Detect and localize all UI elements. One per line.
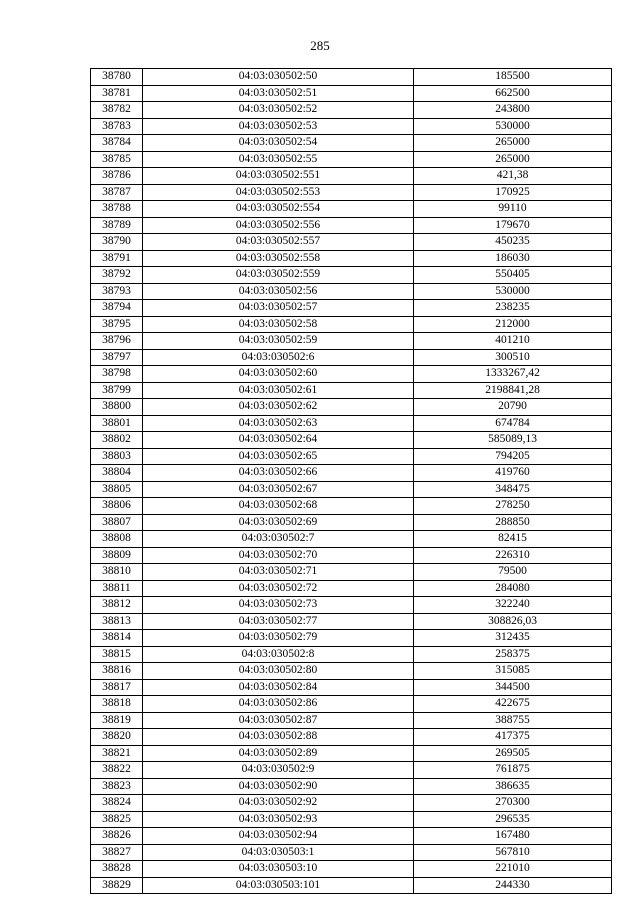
- row-number-cell: 38811: [91, 580, 143, 597]
- cadastral-number-cell: 04:03:030502:8: [143, 646, 414, 663]
- cadastral-number-cell: 04:03:030502:6: [143, 349, 414, 366]
- value-cell: 238235: [414, 300, 612, 317]
- table-row: [91, 448, 612, 465]
- cadastral-number-cell: 04:03:030502:61: [143, 382, 414, 399]
- cadastral-number-cell: 04:03:030502:50: [143, 69, 414, 86]
- row-number-cell: 38793: [91, 283, 143, 300]
- table-row: [91, 234, 612, 251]
- value-cell: 284080: [414, 580, 612, 597]
- row-number-cell: 38819: [91, 712, 143, 729]
- cadastral-number-cell: 04:03:030502:62: [143, 399, 414, 416]
- row-number-cell: 38785: [91, 151, 143, 168]
- table-row: [91, 498, 612, 515]
- value-cell: 270300: [414, 795, 612, 812]
- table-row: [91, 646, 612, 663]
- table-row: [91, 877, 612, 894]
- table-row: [91, 316, 612, 333]
- cadastral-number-cell: 04:03:030502:54: [143, 135, 414, 152]
- value-cell: 300510: [414, 349, 612, 366]
- table-row: [91, 85, 612, 102]
- cadastral-number-cell: 04:03:030502:67: [143, 481, 414, 498]
- row-number-cell: 38808: [91, 531, 143, 548]
- row-number-cell: 38799: [91, 382, 143, 399]
- value-cell: 2198841,28: [414, 382, 612, 399]
- value-cell: 674784: [414, 415, 612, 432]
- cadastral-number-cell: 04:03:030502:55: [143, 151, 414, 168]
- cadastral-number-cell: 04:03:030502:60: [143, 366, 414, 383]
- cadastral-number-cell: 04:03:030502:59: [143, 333, 414, 350]
- table-row: [91, 580, 612, 597]
- cadastral-number-cell: 04:03:030502:554: [143, 201, 414, 218]
- cadastral-number-cell: 04:03:030502:52: [143, 102, 414, 119]
- cadastral-number-cell: 04:03:030503:10: [143, 861, 414, 878]
- cadastral-number-cell: 04:03:030502:559: [143, 267, 414, 284]
- row-number-cell: 38817: [91, 679, 143, 696]
- table-row: [91, 217, 612, 234]
- value-cell: 567810: [414, 844, 612, 861]
- row-number-cell: 38802: [91, 432, 143, 449]
- table-row: [91, 481, 612, 498]
- cadastral-number-cell: 04:03:030502:89: [143, 745, 414, 762]
- table-row: [91, 679, 612, 696]
- cadastral-value-table: [90, 68, 612, 894]
- table-row: [91, 300, 612, 317]
- table-row: [91, 283, 612, 300]
- value-cell: 421,38: [414, 168, 612, 185]
- row-number-cell: 38800: [91, 399, 143, 416]
- value-cell: 761875: [414, 762, 612, 779]
- cadastral-number-cell: 04:03:030502:88: [143, 729, 414, 746]
- row-number-cell: 38784: [91, 135, 143, 152]
- row-number-cell: 38825: [91, 811, 143, 828]
- row-number-cell: 38809: [91, 547, 143, 564]
- table-row: [91, 514, 612, 531]
- table-row: [91, 663, 612, 680]
- table-row: [91, 597, 612, 614]
- cadastral-number-cell: 04:03:030502:92: [143, 795, 414, 812]
- row-number-cell: 38826: [91, 828, 143, 845]
- cadastral-number-cell: 04:03:030502:72: [143, 580, 414, 597]
- value-cell: 226310: [414, 547, 612, 564]
- row-number-cell: 38805: [91, 481, 143, 498]
- table-body: [91, 69, 612, 894]
- value-cell: 585089,13: [414, 432, 612, 449]
- cadastral-number-cell: 04:03:030502:53: [143, 118, 414, 135]
- value-cell: 179670: [414, 217, 612, 234]
- cadastral-number-cell: 04:03:030502:87: [143, 712, 414, 729]
- value-cell: 401210: [414, 333, 612, 350]
- value-cell: 288850: [414, 514, 612, 531]
- value-cell: 386635: [414, 778, 612, 795]
- cadastral-number-cell: 04:03:030502:58: [143, 316, 414, 333]
- row-number-cell: 38823: [91, 778, 143, 795]
- cadastral-number-cell: 04:03:030502:84: [143, 679, 414, 696]
- cadastral-number-cell: 04:03:030502:86: [143, 696, 414, 713]
- row-number-cell: 38814: [91, 630, 143, 647]
- row-number-cell: 38792: [91, 267, 143, 284]
- table-row: [91, 696, 612, 713]
- value-cell: 186030: [414, 250, 612, 267]
- cadastral-number-cell: 04:03:030503:101: [143, 877, 414, 894]
- row-number-cell: 38829: [91, 877, 143, 894]
- cadastral-number-cell: 04:03:030502:64: [143, 432, 414, 449]
- cadastral-number-cell: 04:03:030502:93: [143, 811, 414, 828]
- value-cell: 315085: [414, 663, 612, 680]
- table-row: [91, 844, 612, 861]
- cadastral-number-cell: 04:03:030502:7: [143, 531, 414, 548]
- table-row: [91, 745, 612, 762]
- table-row: [91, 267, 612, 284]
- row-number-cell: 38818: [91, 696, 143, 713]
- row-number-cell: 38787: [91, 184, 143, 201]
- table-row: [91, 333, 612, 350]
- value-cell: 388755: [414, 712, 612, 729]
- table-row: [91, 531, 612, 548]
- cadastral-number-cell: 04:03:030502:73: [143, 597, 414, 614]
- value-cell: 20790: [414, 399, 612, 416]
- table-row: [91, 729, 612, 746]
- table-row: [91, 118, 612, 135]
- value-cell: 278250: [414, 498, 612, 515]
- cadastral-number-cell: 04:03:030503:1: [143, 844, 414, 861]
- table-row: [91, 795, 612, 812]
- cadastral-number-cell: 04:03:030502:90: [143, 778, 414, 795]
- row-number-cell: 38788: [91, 201, 143, 218]
- cadastral-number-cell: 04:03:030502:51: [143, 85, 414, 102]
- value-cell: 1333267,42: [414, 366, 612, 383]
- row-number-cell: 38780: [91, 69, 143, 86]
- cadastral-number-cell: 04:03:030502:9: [143, 762, 414, 779]
- value-cell: 530000: [414, 283, 612, 300]
- table-row: [91, 762, 612, 779]
- cadastral-number-cell: 04:03:030502:69: [143, 514, 414, 531]
- page-number: 285: [310, 38, 330, 53]
- table-row: [91, 778, 612, 795]
- value-cell: 417375: [414, 729, 612, 746]
- row-number-cell: 38794: [91, 300, 143, 317]
- row-number-cell: 38816: [91, 663, 143, 680]
- table-row: [91, 366, 612, 383]
- table-row: [91, 828, 612, 845]
- cadastral-number-cell: 04:03:030502:79: [143, 630, 414, 647]
- value-cell: 296535: [414, 811, 612, 828]
- cadastral-number-cell: 04:03:030502:68: [143, 498, 414, 515]
- cadastral-number-cell: 04:03:030502:57: [143, 300, 414, 317]
- value-cell: 344500: [414, 679, 612, 696]
- cadastral-number-cell: 04:03:030502:556: [143, 217, 414, 234]
- table-row: [91, 69, 612, 86]
- value-cell: 348475: [414, 481, 612, 498]
- table-row: [91, 432, 612, 449]
- row-number-cell: 38783: [91, 118, 143, 135]
- row-number-cell: 38821: [91, 745, 143, 762]
- table-row: [91, 102, 612, 119]
- table-row: [91, 630, 612, 647]
- table-row: [91, 151, 612, 168]
- row-number-cell: 38798: [91, 366, 143, 383]
- value-cell: 79500: [414, 564, 612, 581]
- value-cell: 221010: [414, 861, 612, 878]
- value-cell: 265000: [414, 151, 612, 168]
- value-cell: 269505: [414, 745, 612, 762]
- value-cell: 308826,03: [414, 613, 612, 630]
- row-number-cell: 38806: [91, 498, 143, 515]
- row-number-cell: 38828: [91, 861, 143, 878]
- row-number-cell: 38781: [91, 85, 143, 102]
- row-number-cell: 38790: [91, 234, 143, 251]
- cadastral-number-cell: 04:03:030502:80: [143, 663, 414, 680]
- row-number-cell: 38789: [91, 217, 143, 234]
- row-number-cell: 38797: [91, 349, 143, 366]
- value-cell: 662500: [414, 85, 612, 102]
- value-cell: 450235: [414, 234, 612, 251]
- value-cell: 550405: [414, 267, 612, 284]
- value-cell: 82415: [414, 531, 612, 548]
- row-number-cell: 38807: [91, 514, 143, 531]
- cadastral-number-cell: 04:03:030502:71: [143, 564, 414, 581]
- table-row: [91, 184, 612, 201]
- value-cell: 212000: [414, 316, 612, 333]
- value-cell: 322240: [414, 597, 612, 614]
- table-row: [91, 547, 612, 564]
- row-number-cell: 38820: [91, 729, 143, 746]
- value-cell: 170925: [414, 184, 612, 201]
- cadastral-number-cell: 04:03:030502:56: [143, 283, 414, 300]
- cadastral-number-cell: 04:03:030502:553: [143, 184, 414, 201]
- cadastral-number-cell: 04:03:030502:551: [143, 168, 414, 185]
- row-number-cell: 38812: [91, 597, 143, 614]
- table-row: [91, 201, 612, 218]
- row-number-cell: 38822: [91, 762, 143, 779]
- cadastral-number-cell: 04:03:030502:558: [143, 250, 414, 267]
- row-number-cell: 38795: [91, 316, 143, 333]
- row-number-cell: 38804: [91, 465, 143, 482]
- table-row: [91, 135, 612, 152]
- value-cell: 419760: [414, 465, 612, 482]
- row-number-cell: 38824: [91, 795, 143, 812]
- value-cell: 258375: [414, 646, 612, 663]
- table-row: [91, 613, 612, 630]
- row-number-cell: 38801: [91, 415, 143, 432]
- cadastral-number-cell: 04:03:030502:66: [143, 465, 414, 482]
- row-number-cell: 38796: [91, 333, 143, 350]
- value-cell: 244330: [414, 877, 612, 894]
- row-number-cell: 38815: [91, 646, 143, 663]
- value-cell: 265000: [414, 135, 612, 152]
- row-number-cell: 38810: [91, 564, 143, 581]
- table-row: [91, 168, 612, 185]
- cadastral-number-cell: 04:03:030502:65: [143, 448, 414, 465]
- table-row: [91, 250, 612, 267]
- row-number-cell: 38827: [91, 844, 143, 861]
- row-number-cell: 38782: [91, 102, 143, 119]
- value-cell: 530000: [414, 118, 612, 135]
- row-number-cell: 38791: [91, 250, 143, 267]
- value-cell: 312435: [414, 630, 612, 647]
- cadastral-number-cell: 04:03:030502:94: [143, 828, 414, 845]
- table-row: [91, 564, 612, 581]
- cadastral-number-cell: 04:03:030502:70: [143, 547, 414, 564]
- value-cell: 794205: [414, 448, 612, 465]
- value-cell: 185500: [414, 69, 612, 86]
- value-cell: 167480: [414, 828, 612, 845]
- cadastral-number-cell: 04:03:030502:557: [143, 234, 414, 251]
- table-row: [91, 712, 612, 729]
- table-row: [91, 465, 612, 482]
- value-cell: 422675: [414, 696, 612, 713]
- table-row: [91, 399, 612, 416]
- value-cell: 243800: [414, 102, 612, 119]
- cadastral-number-cell: 04:03:030502:63: [143, 415, 414, 432]
- table-row: [91, 861, 612, 878]
- row-number-cell: 38813: [91, 613, 143, 630]
- table-row: [91, 349, 612, 366]
- row-number-cell: 38786: [91, 168, 143, 185]
- row-number-cell: 38803: [91, 448, 143, 465]
- table-row: [91, 382, 612, 399]
- table-row: [91, 811, 612, 828]
- value-cell: 99110: [414, 201, 612, 218]
- cadastral-number-cell: 04:03:030502:77: [143, 613, 414, 630]
- table-row: [91, 415, 612, 432]
